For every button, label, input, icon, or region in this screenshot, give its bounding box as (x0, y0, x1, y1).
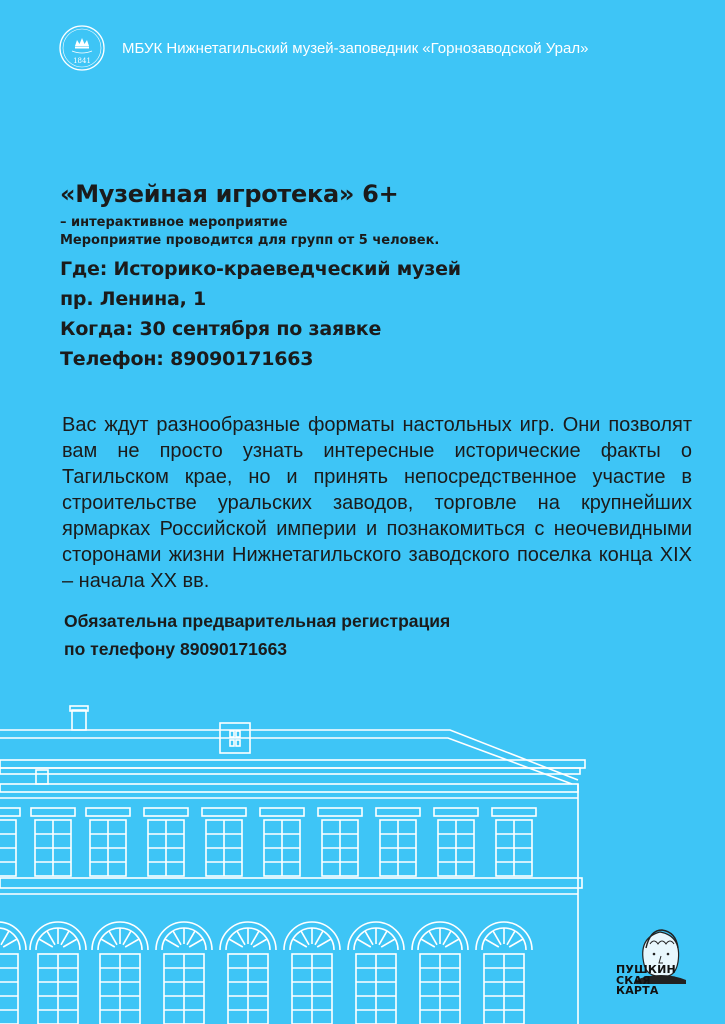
window-pediment (434, 808, 478, 816)
organization-name: МБУК Нижнетагильский музей-заповедник «Горнозаводской Урал» (122, 39, 589, 57)
window-pediment (376, 808, 420, 816)
event-address: пр. Ленина, 1 (60, 288, 207, 310)
event-description: Вас ждут разнообразные форматы настольных игр. Они позволят вам не просто узнать интересные исторические факты о Тагильском крае, но и принять непосредственное участие в строительстве уральских заводов, торговле на крупнейших ярмарках Российской империи и познакомиться с неочевидными сторонами жизни Нижнетагильского заводского поселка конца XIX – начала XX вв. (62, 414, 692, 592)
emblem-year: 1841 (73, 57, 91, 65)
event-subtitle: – интерактивное мероприятие (60, 215, 288, 230)
event-phone: Телефон: 89090171663 (60, 348, 314, 370)
window-pediment (492, 808, 536, 816)
event-location: Где: Историко-краеведческий музей (60, 258, 461, 280)
event-date: Когда: 30 сентября по заявке (60, 318, 382, 340)
museum-building-illustration (0, 700, 600, 1024)
window-pediment (202, 808, 246, 816)
museum-emblem-icon (58, 24, 106, 72)
window-pediment (318, 808, 362, 816)
window-pediment (86, 808, 130, 816)
registration-line-1: Обязательна предварительная регистрация (64, 611, 451, 631)
pushkin-card-line-1: ПУШКИН (616, 963, 676, 976)
window-pediment (260, 808, 304, 816)
event-title: «Музейная игротека» 6+ (60, 180, 399, 208)
pushkin-card-logo (616, 965, 706, 997)
group-size-note: Мероприятие проводится для групп от 5 человек. (60, 233, 440, 248)
lower-window (0, 954, 18, 1024)
header (58, 24, 588, 72)
registration-note (64, 607, 450, 663)
pushkin-card-line-2: СКАЯ (616, 973, 651, 987)
window-pediment (144, 808, 188, 816)
window-pediment (0, 808, 20, 816)
registration-phone: по телефону 89090171663 (64, 639, 288, 659)
event-info (60, 180, 680, 374)
window-pediment (31, 808, 75, 816)
pushkin-card-line-3: КАРТА (616, 984, 659, 997)
